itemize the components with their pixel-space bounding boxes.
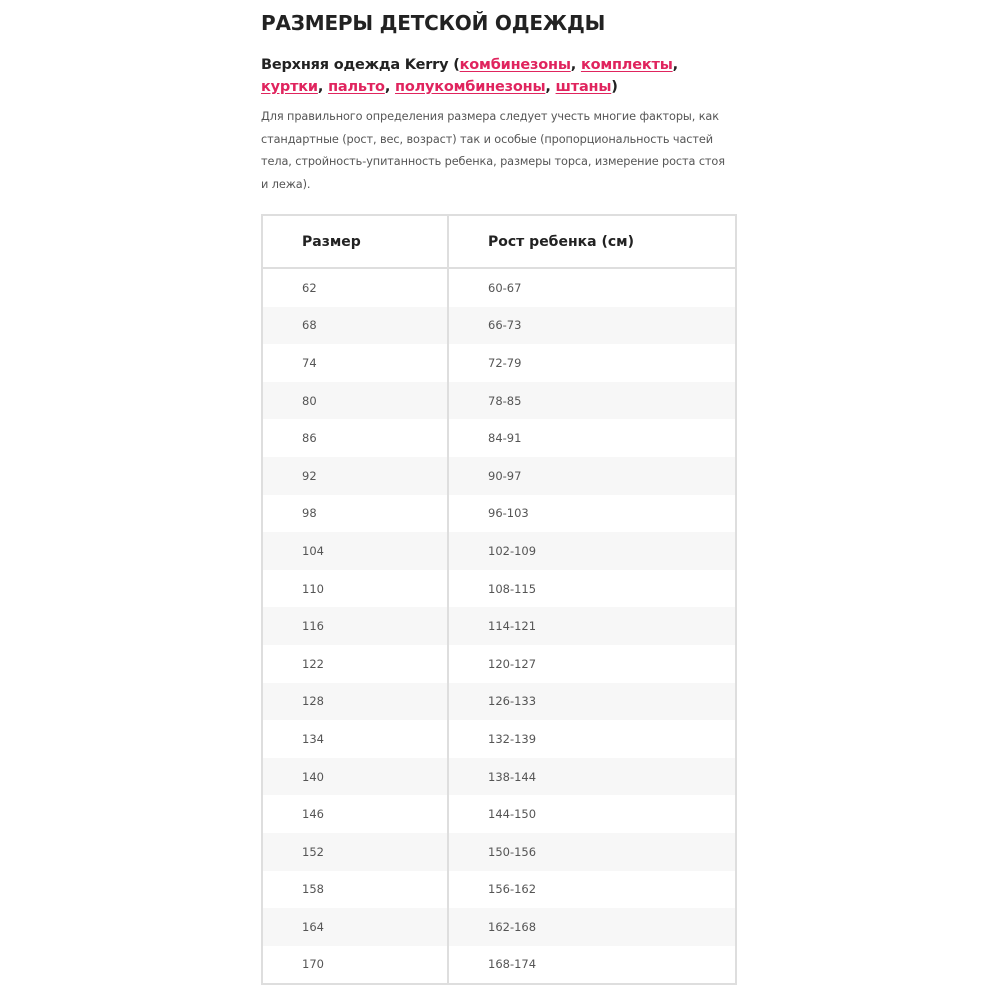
table-row bbox=[262, 645, 736, 683]
table-row bbox=[262, 457, 736, 495]
table-row bbox=[262, 908, 736, 946]
table-row bbox=[262, 758, 736, 796]
height-cell: 132-139 bbox=[488, 731, 537, 746]
table-row bbox=[262, 268, 736, 307]
table-row bbox=[262, 307, 736, 345]
size-cell: 74 bbox=[262, 344, 448, 382]
size-cell: 86 bbox=[262, 419, 448, 457]
size-cell: 116 bbox=[262, 607, 448, 645]
size-cell: 104 bbox=[262, 532, 448, 570]
subheading-suffix: ) bbox=[611, 79, 618, 95]
height-cell: 78-85 bbox=[448, 382, 736, 420]
height-cell: 108-115 bbox=[488, 581, 537, 596]
size-cell: 80 bbox=[262, 382, 448, 420]
table-row bbox=[262, 532, 736, 570]
table-row bbox=[262, 382, 736, 420]
size-cell: 98 bbox=[262, 495, 448, 533]
size-cell: 62 bbox=[262, 268, 448, 307]
height-cell: 90-97 bbox=[448, 457, 736, 495]
height-cell: 72-79 bbox=[488, 355, 522, 370]
link-separator: , bbox=[570, 57, 581, 73]
height-cell: 126-133 bbox=[448, 683, 736, 721]
link-sets[interactable]: комплекты bbox=[580, 57, 673, 73]
table-row bbox=[262, 871, 736, 909]
link-semi-overalls[interactable]: полукомбинезоны bbox=[395, 79, 546, 95]
link-overalls[interactable]: комбинезоны bbox=[459, 57, 571, 73]
subheading-prefix: Верхняя одежда Kerry ( bbox=[261, 57, 460, 73]
link-separator: , bbox=[317, 79, 329, 95]
size-cell: 146 bbox=[262, 795, 448, 833]
link-separator: , bbox=[672, 57, 678, 73]
header-size: Размер bbox=[262, 215, 448, 268]
height-cell: 120-127 bbox=[488, 656, 537, 671]
link-separator: , bbox=[545, 79, 556, 95]
size-cell: 110 bbox=[262, 570, 448, 608]
size-cell: 158 bbox=[262, 871, 448, 909]
height-cell: 60-67 bbox=[488, 280, 522, 295]
table-row bbox=[262, 344, 736, 382]
size-cell: 134 bbox=[262, 720, 448, 758]
table-row bbox=[262, 570, 736, 608]
size-cell: 128 bbox=[262, 683, 448, 721]
size-cell: 68 bbox=[262, 307, 448, 345]
height-cell: 138-144 bbox=[448, 758, 736, 796]
table-row bbox=[262, 720, 736, 758]
height-cell: 144-150 bbox=[488, 807, 537, 822]
size-cell: 170 bbox=[262, 946, 448, 985]
height-cell: 114-121 bbox=[448, 607, 736, 645]
size-table bbox=[261, 214, 737, 985]
height-cell: 156-162 bbox=[488, 882, 537, 897]
page-title: РАЗМЕРЫ ДЕТСКОЙ ОДЕЖДЫ bbox=[261, 11, 606, 35]
height-cell: 150-156 bbox=[448, 833, 736, 871]
table-row bbox=[262, 795, 736, 833]
table-row bbox=[262, 419, 736, 457]
size-cell: 92 bbox=[262, 457, 448, 495]
intro-paragraph: Для правильного определения размера следует учесть многие факторы, как стандартные (рост, вес, возраст) так и особые (пропорциональность частей тела, стройность-упитанность ребенка, размеры торса, измерение роста стоя и лежа). bbox=[261, 110, 725, 191]
height-cell: 66-73 bbox=[448, 307, 736, 345]
height-cell: 102-109 bbox=[448, 532, 736, 570]
link-coats[interactable]: пальто bbox=[328, 79, 385, 95]
table-row bbox=[262, 495, 736, 533]
size-cell: 122 bbox=[262, 645, 448, 683]
table-body bbox=[262, 268, 736, 984]
category-subheading bbox=[261, 54, 741, 98]
link-jackets[interactable]: куртки bbox=[261, 79, 318, 95]
table-row bbox=[262, 946, 736, 985]
link-separator: , bbox=[384, 79, 395, 95]
table-header-row bbox=[262, 215, 736, 268]
size-cell: 152 bbox=[262, 833, 448, 871]
size-cell: 164 bbox=[262, 908, 448, 946]
height-cell: 168-174 bbox=[488, 957, 537, 972]
height-cell: 96-103 bbox=[488, 506, 529, 521]
size-cell: 140 bbox=[262, 758, 448, 796]
height-cell: 84-91 bbox=[488, 431, 522, 446]
header-height: Рост ребенка (см) bbox=[448, 215, 736, 268]
table-row bbox=[262, 833, 736, 871]
link-pants[interactable]: штаны bbox=[555, 79, 612, 95]
height-cell: 162-168 bbox=[448, 908, 736, 946]
table-row bbox=[262, 683, 736, 721]
table-row bbox=[262, 607, 736, 645]
